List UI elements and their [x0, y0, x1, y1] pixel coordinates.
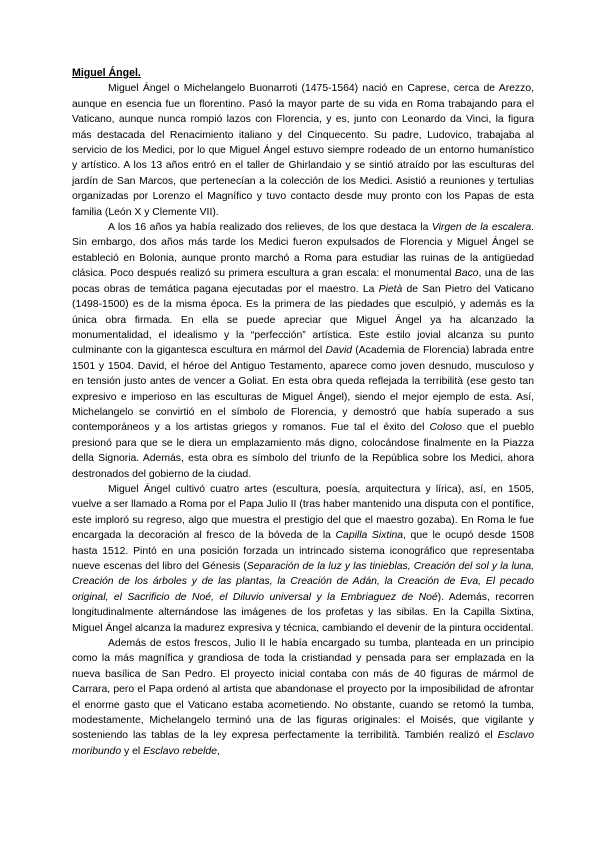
italic-title-span: Virgen de la escalera: [431, 222, 532, 234]
italic-title-span: Separación de la luz y las tinieblas, Creación del sol y la luna, Creación de los árboles y de las plantas, la Creación de Adán, la Creación de Eva, El pecado original, el Sacrificio de Noé, el Diluvio universal y la Embriaguez de Noé: [72, 561, 534, 603]
text-span: ). Además, recorren longitudinalmente alternándose las imágenes de los profetas y las sibilas. En la Capilla Sixtina, Miguel Ángel alcanza la madurez expresiva y técnica, cambiando el devenir de la pintura occidental.: [72, 591, 534, 634]
italic-title-span: Coloso: [429, 422, 462, 434]
text-span: . Sin embargo, dos años más tarde los Medici fueron expulsados de Florencia y Miguel Ángel se estableció en Bolonia, aunque pronto marchó a Roma para estudiar las ruinas de la antigüedad clásica. Poco después realizó su primera escultura a gran escala: el monumental: [72, 222, 534, 280]
body-paragraph: [72, 636, 534, 759]
italic-title-span: David: [325, 345, 353, 357]
text-span: , que le ocupó desde 1508 hasta 1512. Pintó en una posición forzada un intrincado sistema iconográfico que representaba nueve escenas del libro del Génesis (: [72, 530, 535, 572]
text-span: A los 16 años ya había realizado dos relieves, de los que destaca la: [108, 222, 432, 234]
italic-title-span: Capilla Sixtina: [335, 530, 404, 542]
text-span: (Academia de Florencia) labrada entre 1501 y 1504. David, el héroe del Antiguo Testamento, aparece como joven desnudo, musculoso y en tensión justo antes de vencer a Goliat. En esta obra queda reflejada la terribilità (ese gesto tan expresivo e imperioso en las esculturas de Miguel Ángel), siendo el mejor ejemplo de esta. Así, Michelangelo se convirtió en el símbolo de Florencia, y demostró que había superado a sus contemporáneos y a los artistas griegos y romanos. Fue tal el éxito del: [72, 345, 534, 434]
italic-title-span: Baco: [454, 268, 479, 280]
italic-title-span: Pietà: [378, 283, 403, 295]
body-paragraph: [72, 81, 534, 220]
document-body: [72, 66, 534, 759]
text-span: de San Pietro del Vaticano (1498-1500) es de la misma época. Es la primera de las piedades que esculpió, y además es la única obra firmada. En ella se puede apreciar que Miguel Ángel ya ha alcanzado la monumentalidad, el idealismo y la “perfección” artística. Este estilo jovial alcanza su punto culminante con la gigantesca escultura en mármol del: [72, 283, 534, 357]
text-span: Miguel Ángel o Michelangelo Buonarroti (1475-1564) nació en Caprese, cerca de Arezzo, aunque en esencia fue un florentino. Pasó la mayor parte de su vida en Roma trabajando para el Vaticano, aunque nunca rompió lazos con Florencia, y es, junto con Leonardo da Vinci, la figura más destacada del Renacimiento italiano y del Cinquecento. Su padre, Ludovico, trabajaba al servicio de los Medici, por lo que Miguel Ángel estuvo siempre rodeado de un entorno humanístico y artístico. A los 13 años entró en el taller de Ghirlandaio y se sintió atraído por las esculturas del jardín de San Marcos, que pertenecían a la colección de los Medici. Asistió a reuniones y tertulias organizadas por Lorenzo el Magnífico y tuvo contacto desde muy pronto con los Papas de esta familia (León X y Clemente VII).: [72, 83, 534, 218]
italic-title-span: Esclavo rebelde: [143, 745, 217, 757]
text-span: , una de las pocas obras de temática pagana ejecutadas por el maestro. La: [72, 268, 534, 295]
text-span: y el: [121, 745, 144, 757]
text-span: Miguel Ángel cultivó cuatro artes (escultura, poesía, arquitectura y lírica), así, en 1505, vuelve a ser llamado a Roma por el Papa Julio II (tras haber mantenido una disputa con el pontífice, este imploró su regreso, algo que muestra el prestigio del que el maestro gozaba). En Roma le fue encargada la decoración al fresco de la bóveda de la: [72, 483, 534, 542]
document-title: Miguel Ángel.: [72, 67, 141, 79]
body-paragraph: [72, 482, 534, 636]
text-span: ,: [217, 745, 220, 757]
paragraph-container: [72, 81, 534, 759]
text-span: Además de estos frescos, Julio II le había encargado su tumba, planteada en un principio como la más magnífica y grandiosa de toda la cristiandad y pensada para ser emplazada en la nueva basílica de San Pedro. El proyecto inicial contaba con más de 40 figuras de mármol de Carrara, pero el Papa ordenó al artista que abandonase el proyecto por la imposibilidad de afrontar el enorme gasto que el Vaticano estaba acometiendo. No obstante, cuando se retomó la tumba, modestamente, Michelangelo terminó una de las figuras originales: el Moisés, que vigilante y sosteniendo las tablas de la ley expresa perfectamente la terribilità. También realizó el: [72, 638, 534, 742]
body-paragraph: [72, 220, 534, 482]
italic-title-span: Esclavo moribundo: [72, 730, 534, 757]
text-span: que el pueblo presionó para que se le diera un emplazamiento más digno, colocándose finalmente en la Piazza della Signoria. Además, esta obra es símbolo del triunfo de la República sobre los Medici, ahora destronados del gobierno de la ciudad.: [72, 422, 534, 480]
